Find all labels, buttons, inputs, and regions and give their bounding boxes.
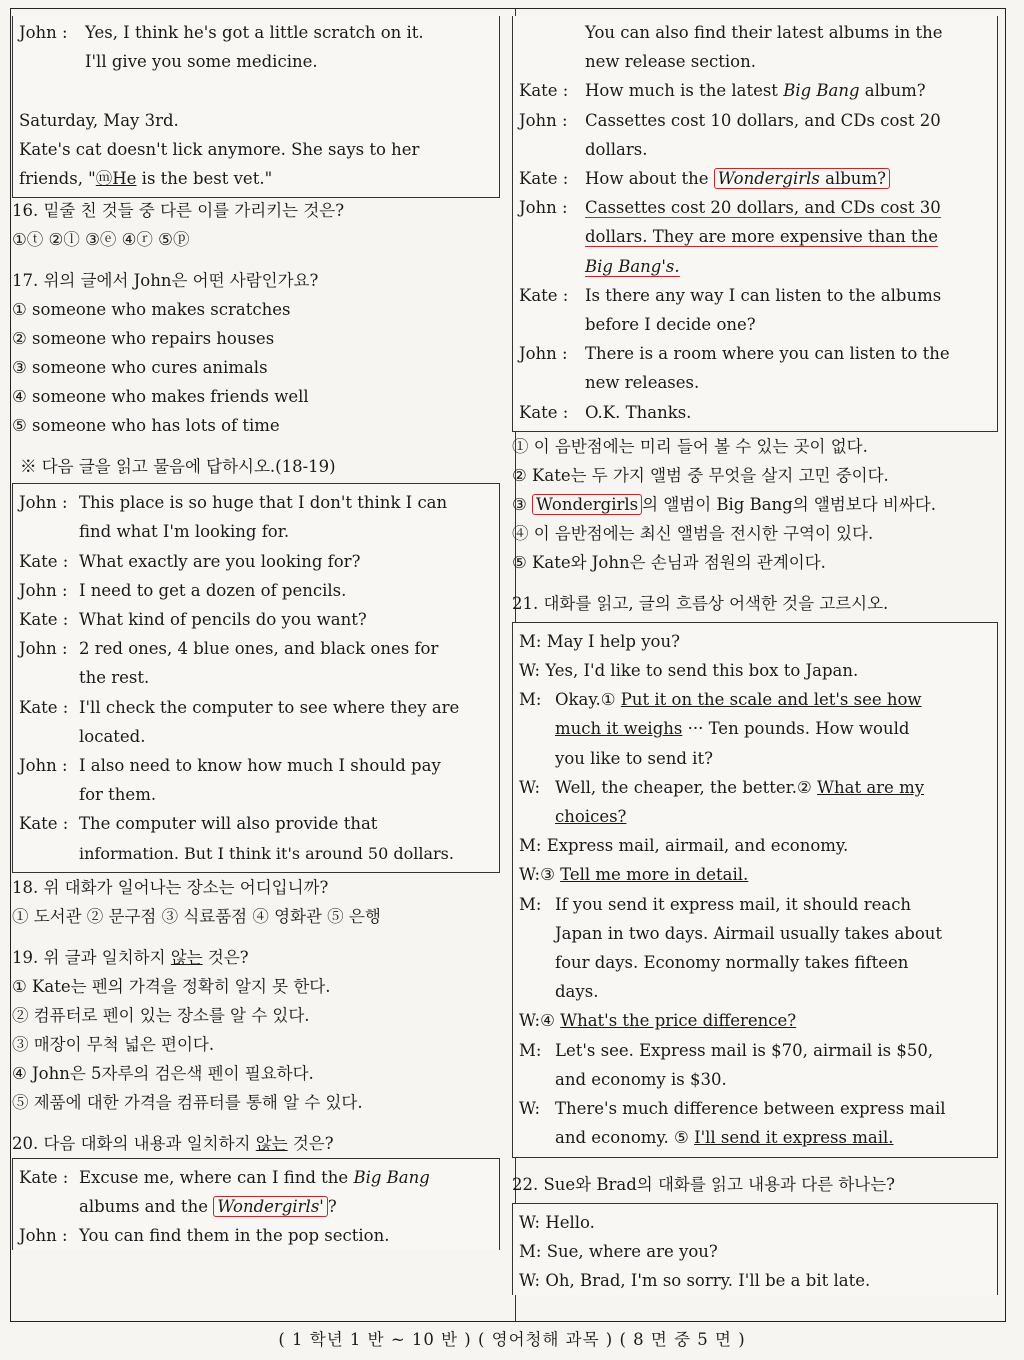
- option-item: ④ John은 5자루의 검은색 펜이 필요하다.: [12, 1063, 314, 1083]
- dialogue-line: John : Cassettes cost 20 dollars, and CDs cost 30 dollars. They are more expensive than the Big Bang's.: [519, 193, 991, 281]
- dialogue-line: John : I also need to know how much I should pay for them.: [19, 751, 493, 809]
- speaker-label: Kate :: [19, 697, 69, 717]
- passage-box-albums-continued: You can also find their latest albums in the new release section. Kate : How much is the latest Big Bang album? John : Cassettes cost 10 dollars, and CDs cost 20 dollars. Kate : How about the Wondergirls album? John : Cassettes cost 20 dollars, and CDs cost 30 dollars. They are more expensive than the Big Bang's. Kate : Is there any way I can listen to the albums before I decide one? John : There is a room where you can listen to the new releases. Kate : O.K. Thanks.: [512, 16, 998, 432]
- question-18: 18. 위 대화가 일어나는 장소는 어디입니까?: [12, 877, 329, 897]
- passage-box-pencils: [12, 483, 500, 873]
- dialogue-line: Kate : How much is the latest Big Bang album?: [519, 76, 991, 105]
- option-item: ② someone who repairs houses: [12, 329, 275, 349]
- dialogue-line: John : You can find them in the pop section.: [19, 1221, 493, 1250]
- passage-box-sue-brad: W: Hello. M: Sue, where are you? W: Oh, Brad, I'm so sorry. I'll be a bit late.: [512, 1203, 998, 1296]
- question-21: 21. 대화를 읽고, 글의 흐름상 어색한 것을 고르시오.: [512, 593, 889, 613]
- option-item: ① someone who makes scratches: [12, 300, 291, 320]
- question-22: 22. Sue와 Brad의 대화를 읽고 내용과 다른 하나는?: [512, 1174, 895, 1194]
- speaker-label: John :: [19, 756, 68, 776]
- dialogue-line: John : I need to get a dozen of pencils.: [19, 576, 493, 605]
- option-item: ③ someone who cures animals: [12, 358, 268, 378]
- underlined-pronoun: ⓜHe: [95, 169, 137, 189]
- option-item: ③ Wondergirls 의 앨범이 Big Bang의 앨범보다 비싸다.: [512, 494, 936, 514]
- passage-box-albums: [12, 1158, 500, 1251]
- diary-date: Saturday, May 3rd.: [19, 110, 179, 130]
- dialogue-line: John : Cassettes cost 10 dollars, and CDs cost 20 dollars.: [519, 106, 991, 164]
- page-footer: ( 1 학년 1 반 ~ 10 반 ) ( 영어청해 과목 ) ( 8 면 중 5 면 ): [278, 1330, 746, 1349]
- dialogue-line: Kate : How about the Wondergirls album?: [519, 164, 991, 193]
- right-column: [512, 16, 998, 1295]
- speaker-label: Kate :: [519, 402, 569, 422]
- highlighted-term: Wondergirls: [532, 494, 642, 515]
- dialogue-line: Kate : Is there any way I can listen to the albums before I decide one?: [519, 281, 991, 339]
- option-item: ③ 매장이 무척 넓은 편이다.: [12, 1034, 215, 1054]
- speaker-label: John :: [19, 639, 68, 659]
- question-18-options: ① 도서관 ② 문구점 ③ 식료품점 ④ 영화관 ⑤ 은행: [12, 906, 381, 926]
- passage-box-vet: [12, 16, 500, 198]
- speaker-label: Kate :: [19, 814, 69, 834]
- question-16-options: ①ⓣ ②ⓛ ③ⓔ ④ⓡ ⑤ⓟ: [12, 230, 190, 250]
- highlighted-term: Wondergirls album?: [714, 168, 890, 189]
- option-item: ④ 이 음반점에는 최신 앨범을 전시한 구역이 있다.: [512, 523, 874, 543]
- question-16: 16. 밑줄 친 것들 중 다른 이를 가리키는 것은?: [12, 201, 345, 221]
- speaker-label: John :: [519, 198, 568, 218]
- dialogue-line: John : There is a room where you can listen to the new releases.: [519, 339, 991, 397]
- speaker-label: John :: [19, 23, 68, 42]
- utterance-text: I'll give you some medicine.: [85, 52, 318, 72]
- dialogue-line: Kate : The computer will also provide that information. But I think it's around 50 dollars.: [19, 809, 493, 867]
- question-17: 17. 위의 글에서 John은 어떤 사람인가요?: [12, 271, 319, 291]
- dialogue-line: Kate : O.K. Thanks.: [519, 398, 991, 427]
- utterance-text: Yes, I think he's got a little scratch on it.: [85, 23, 424, 42]
- speaker-label: Kate :: [519, 81, 569, 101]
- dialogue-line: Kate : What kind of pencils do you want?: [19, 605, 493, 634]
- dialogue-line: John : 2 red ones, 4 blue ones, and black ones for the rest.: [19, 634, 493, 692]
- underlined-word: 않는: [170, 947, 203, 967]
- dialogue-line: Kate : I'll check the computer to see where they are located.: [19, 693, 493, 751]
- section-instruction: ※ 다음 글을 읽고 물음에 답하시오.(18-19): [20, 457, 336, 477]
- underlined-word: 않는: [255, 1133, 288, 1153]
- option-item: ⑤ someone who has lots of time: [12, 416, 280, 436]
- question-19: 19. 위 글과 일치하지 않는 것은?: [12, 947, 249, 967]
- speaker-label: Kate :: [19, 1167, 69, 1187]
- question-20: 20. 다음 대화의 내용과 일치하지 않는 것은?: [12, 1133, 334, 1153]
- passage-box-mail: M: May I help you? W: Yes, I'd like to send this box to Japan. M: Okay.① Put it on the scale and let's see how much it weighs ··· Ten pounds. How would you like to send it? W: Well, the cheaper, the better.② What are my choices? M: Express mail, airmail, and economy. W:③ Tell me more in detail. M: If you send it express mail, it should reach Japan in two days. Airmail usually takes about four days. Economy normally takes fifteen days. W:④ What's the price difference? M: Let's see. Express mail is $70, airmail is $50, and economy is $30. W: There's much difference between express mail and economy. ⑤ I'll send it express mail.: [512, 622, 998, 1158]
- option-item: ① Kate는 펜의 가격을 정확히 알지 못 한다.: [12, 976, 331, 996]
- option-item: ④ someone who makes friends well: [12, 387, 309, 407]
- dialogue-line: Kate : Excuse me, where can I find the Big Bang albums and the Wondergirls' ?: [19, 1163, 493, 1221]
- option-item: ② Kate는 두 가지 앨범 중 무엇을 살지 고민 중이다.: [512, 465, 889, 485]
- speaker-label: John :: [519, 344, 568, 364]
- option-item: ⑤ Kate와 John은 손님과 점원의 관계이다.: [512, 552, 826, 572]
- speaker-label: John :: [19, 580, 68, 600]
- speaker-label: John :: [519, 110, 568, 130]
- narration-text: friends, "ⓜHe is the best vet.": [19, 169, 273, 189]
- dialogue-line: [19, 18, 493, 76]
- speaker-label: Kate :: [19, 610, 69, 630]
- option-item: ② 컴퓨터로 펜이 있는 장소를 알 수 있다.: [12, 1005, 310, 1025]
- speaker-label: Kate :: [519, 169, 569, 189]
- speaker-label: John :: [19, 493, 68, 513]
- narration-text: Kate's cat doesn't lick anymore. She says to her: [19, 139, 420, 159]
- speaker-label: John :: [19, 1226, 68, 1246]
- speaker-label: Kate :: [19, 551, 69, 571]
- left-column: [12, 16, 500, 1250]
- speaker-label: Kate :: [519, 285, 569, 305]
- option-item: ⑤ 제품에 대한 가격을 컴퓨터를 통해 알 수 있다.: [12, 1092, 363, 1112]
- dialogue-line: Kate : What exactly are you looking for?: [19, 547, 493, 576]
- highlighted-term: Wondergirls': [213, 1196, 328, 1217]
- option-item: ① 이 음반점에는 미리 들어 볼 수 있는 곳이 없다.: [512, 436, 868, 456]
- dialogue-line: John : This place is so huge that I don't think I can find what I'm looking for.: [19, 488, 493, 546]
